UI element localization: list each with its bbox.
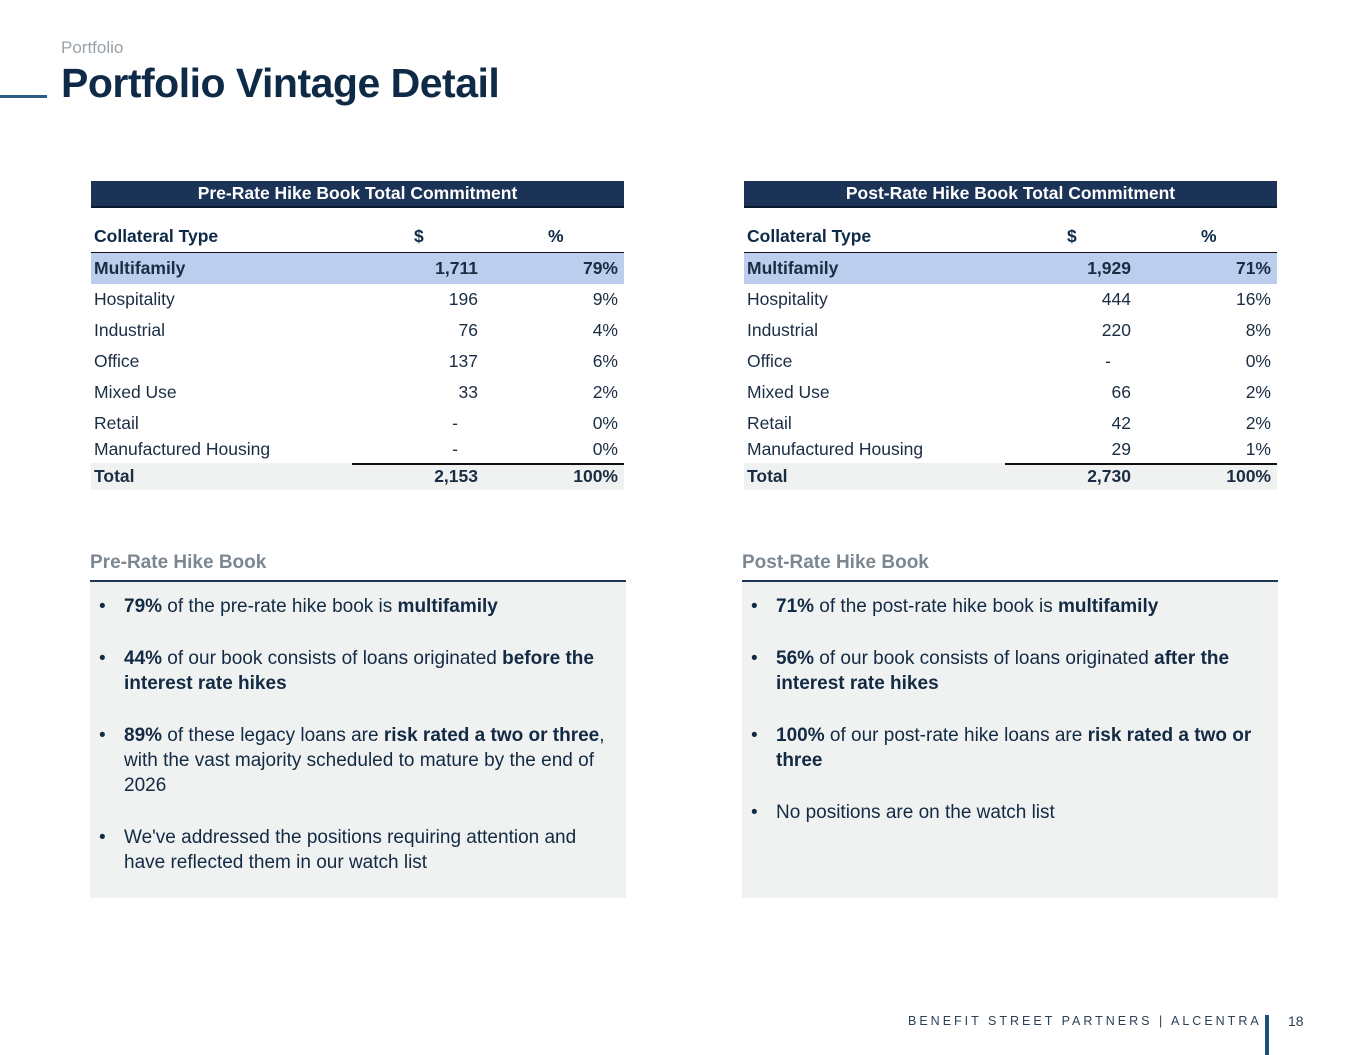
row-pct: 16% — [1235, 289, 1271, 309]
row-type: Retail — [94, 413, 139, 433]
bullet-item: • 100% of our post-rate hike loans are risk rated a two or three — [751, 723, 1260, 773]
summary-title: Pre-Rate Hike Book — [90, 550, 626, 582]
post-rate-summary — [742, 550, 1278, 898]
post-rate-table — [744, 181, 1277, 490]
table-column-headers — [744, 208, 1277, 253]
page-title: Portfolio Vintage Detail — [61, 60, 500, 106]
row-dollar: 66 — [1111, 382, 1131, 402]
title-accent-rule — [0, 95, 47, 98]
row-type: Manufactured Housing — [747, 439, 924, 459]
bullet-item: • 44% of our book consists of loans originated before the interest rate hikes — [99, 646, 608, 696]
row-dollar: 29 — [1111, 439, 1131, 459]
row-pct: 4% — [592, 320, 618, 340]
table-total-row — [744, 463, 1277, 490]
bullet-item: • No positions are on the watch list — [751, 800, 1260, 825]
table-title: Post-Rate Hike Book Total Commitment — [744, 181, 1277, 208]
table-row — [91, 315, 624, 346]
column-header-pct: % — [548, 226, 564, 246]
summary-bullets — [742, 582, 1278, 898]
pre-rate-table — [91, 181, 624, 490]
total-label: Total — [747, 466, 788, 486]
bullet-item: • 79% of the pre-rate hike book is multifamily — [99, 594, 608, 619]
row-dollar: 33 — [458, 382, 478, 402]
row-type: Industrial — [747, 320, 819, 340]
bullet-item: • 89% of these legacy loans are risk rated a two or three, with the vast majority scheduled to mature by the end of 2026 — [99, 723, 608, 798]
row-dollar: 444 — [1101, 289, 1131, 309]
row-dollar: 76 — [458, 320, 478, 340]
table-total-row — [91, 463, 624, 490]
section-eyebrow: Portfolio — [61, 38, 124, 57]
table-row — [744, 284, 1277, 315]
bullet-item: • 71% of the post-rate hike book is multifamily — [751, 594, 1260, 619]
row-type: Hospitality — [94, 289, 175, 309]
row-type: Multifamily — [94, 258, 186, 278]
row-dollar: 220 — [1101, 320, 1131, 340]
row-type: Office — [747, 351, 793, 371]
table-row — [91, 377, 624, 408]
total-rule — [352, 463, 624, 465]
column-header-dollar: $ — [414, 226, 424, 246]
row-dollar: 1,929 — [1087, 258, 1131, 278]
row-pct: 2% — [1245, 413, 1271, 433]
table-row — [744, 315, 1277, 346]
column-header-dollar: $ — [1067, 226, 1077, 246]
row-dollar: 42 — [1111, 413, 1131, 433]
row-dollar: - — [452, 439, 458, 459]
table-row — [91, 284, 624, 315]
row-dollar: - — [1105, 351, 1111, 371]
row-type: Hospitality — [747, 289, 828, 309]
table-row — [744, 253, 1277, 284]
table-row — [744, 377, 1277, 408]
pre-rate-summary — [90, 550, 626, 898]
table-row — [744, 439, 1277, 463]
row-pct: 0% — [592, 439, 618, 459]
page-number: 18 — [1288, 1013, 1304, 1029]
table-row — [91, 408, 624, 439]
table-title: Pre-Rate Hike Book Total Commitment — [91, 181, 624, 208]
total-dollar: 2,153 — [434, 466, 478, 486]
table-row — [744, 408, 1277, 439]
row-type: Manufactured Housing — [94, 439, 271, 459]
row-type: Retail — [747, 413, 792, 433]
row-pct: 1% — [1245, 439, 1271, 459]
column-header-type: Collateral Type — [94, 226, 219, 246]
footer-accent-bar — [1265, 1015, 1269, 1055]
summary-title: Post-Rate Hike Book — [742, 550, 1278, 582]
table-row — [91, 439, 624, 463]
row-type: Office — [94, 351, 140, 371]
row-type: Industrial — [94, 320, 166, 340]
column-header-type: Collateral Type — [747, 226, 872, 246]
row-pct: 2% — [592, 382, 618, 402]
row-pct: 9% — [592, 289, 618, 309]
row-dollar: 196 — [448, 289, 478, 309]
row-dollar: 1,711 — [435, 258, 478, 278]
total-label: Total — [94, 466, 135, 486]
row-pct: 2% — [1245, 382, 1271, 402]
total-rule — [1005, 463, 1277, 465]
row-pct: 71% — [1235, 258, 1271, 278]
footer-brand: BENEFIT STREET PARTNERS | ALCENTRA — [908, 1014, 1262, 1028]
table-row — [744, 346, 1277, 377]
row-dollar: 137 — [448, 351, 478, 371]
table-column-headers — [91, 208, 624, 253]
summary-bullets — [90, 582, 626, 898]
table-row — [91, 253, 624, 284]
row-pct: 0% — [1245, 351, 1271, 371]
row-pct: 6% — [592, 351, 618, 371]
bullet-item: • We've addressed the positions requiring attention and have reflected them in our watch list — [99, 825, 608, 875]
row-pct: 8% — [1245, 320, 1271, 340]
total-pct: 100% — [573, 466, 618, 486]
bullet-item: • 56% of our book consists of loans originated after the interest rate hikes — [751, 646, 1260, 696]
row-type: Multifamily — [747, 258, 839, 278]
row-pct: 79% — [582, 258, 618, 278]
row-pct: 0% — [592, 413, 618, 433]
row-dollar: - — [452, 413, 458, 433]
table-row — [91, 346, 624, 377]
total-pct: 100% — [1226, 466, 1271, 486]
column-header-pct: % — [1201, 226, 1217, 246]
row-type: Mixed Use — [94, 382, 177, 402]
total-dollar: 2,730 — [1087, 466, 1131, 486]
row-type: Mixed Use — [747, 382, 830, 402]
